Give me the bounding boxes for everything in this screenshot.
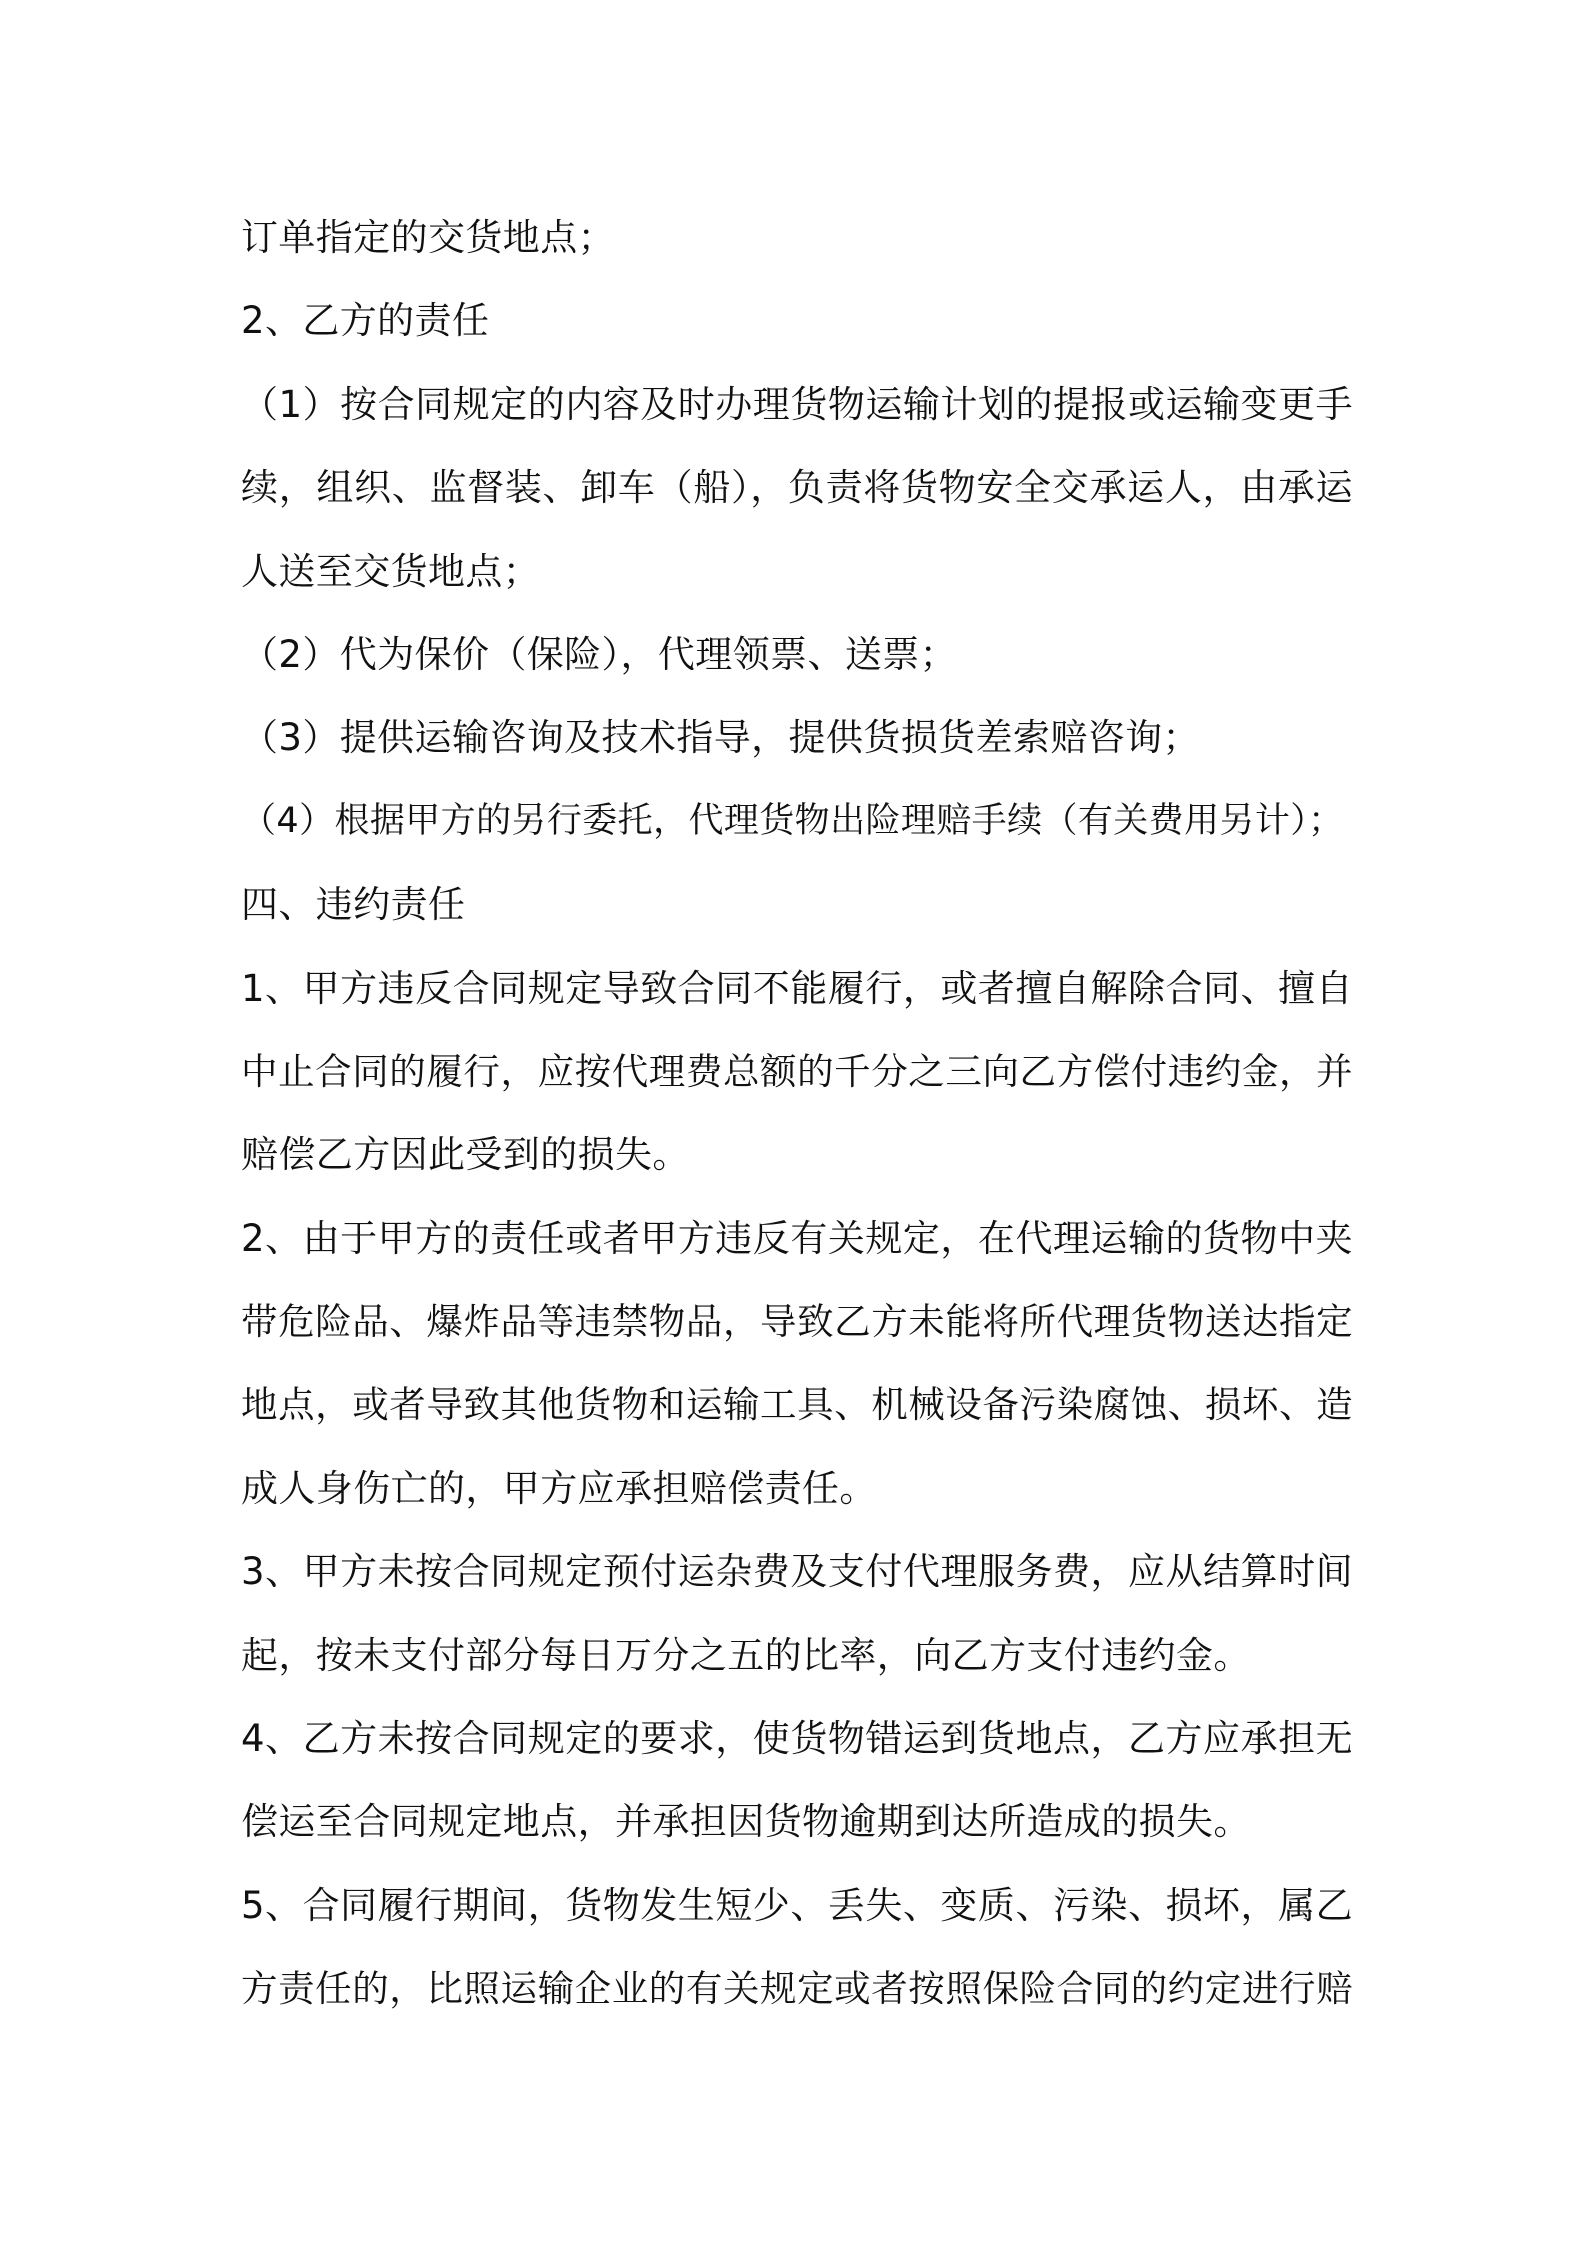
text-line: 4、乙方未按合同规定的要求，使货物错运到货地点，乙方应承担无 [241,1717,1353,1761]
section-heading: 2、乙方的责任 [241,299,490,343]
text-line: （4）根据甲方的另行委托，代理货物出险理赔手续（有关费用另计）； [241,800,1344,841]
text-line: 带危险品、爆炸品等违禁物品，导致乙方未能将所代理货物送达指定 [241,1300,1353,1344]
text-line: 起，按未支付部分每日万分之五的比率，向乙方支付违约金。 [241,1633,1251,1677]
text-line: 人送至交货地点； [241,549,541,593]
text-line: 续，组织、监督装、卸车（船），负责将货物安全交承运人，由承运 [241,466,1353,510]
text-line: 方责任的，比照运输企业的有关规定或者按照保险合同的约定进行赔 [241,1967,1353,2011]
text-line: 地点，或者导致其他货物和运输工具、机械设备污染腐蚀、损坏、造 [241,1383,1353,1427]
document-body [241,196,1353,2031]
text-line: 5、合同履行期间，货物发生短少、丢失、变质、污染、损坏，属乙 [241,1883,1353,1927]
text-line: 赔偿乙方因此受到的损失。 [241,1133,690,1177]
text-line: 订单指定的交货地点； [241,216,615,259]
text-line: 成人身伤亡的，甲方应承担赔偿责任。 [241,1466,877,1510]
text-line: 2、由于甲方的责任或者甲方违反有关规定，在代理运输的货物中夹 [241,1216,1353,1260]
text-line: （1）按合同规定的内容及时办理货物运输计划的提报或运输变更手 [241,382,1353,426]
section-heading: 四、违约责任 [241,883,466,927]
text-line: （2）代为保价（保险），代理领票、送票； [241,632,958,676]
text-line: 3、甲方未按合同规定预付运杂费及支付代理服务费，应从结算时间 [241,1550,1353,1594]
text-line: 偿运至合同规定地点，并承担因货物逾期到达所造成的损失。 [241,1800,1251,1844]
text-line: （3）提供运输咨询及技术指导，提供货损货差索赔咨询； [241,716,1200,760]
text-line: 1、甲方违反合同规定导致合同不能履行，或者擅自解除合同、擅自 [241,966,1353,1010]
text-line: 中止合同的履行，应按代理费总额的千分之三向乙方偿付违约金，并 [241,1049,1353,1093]
